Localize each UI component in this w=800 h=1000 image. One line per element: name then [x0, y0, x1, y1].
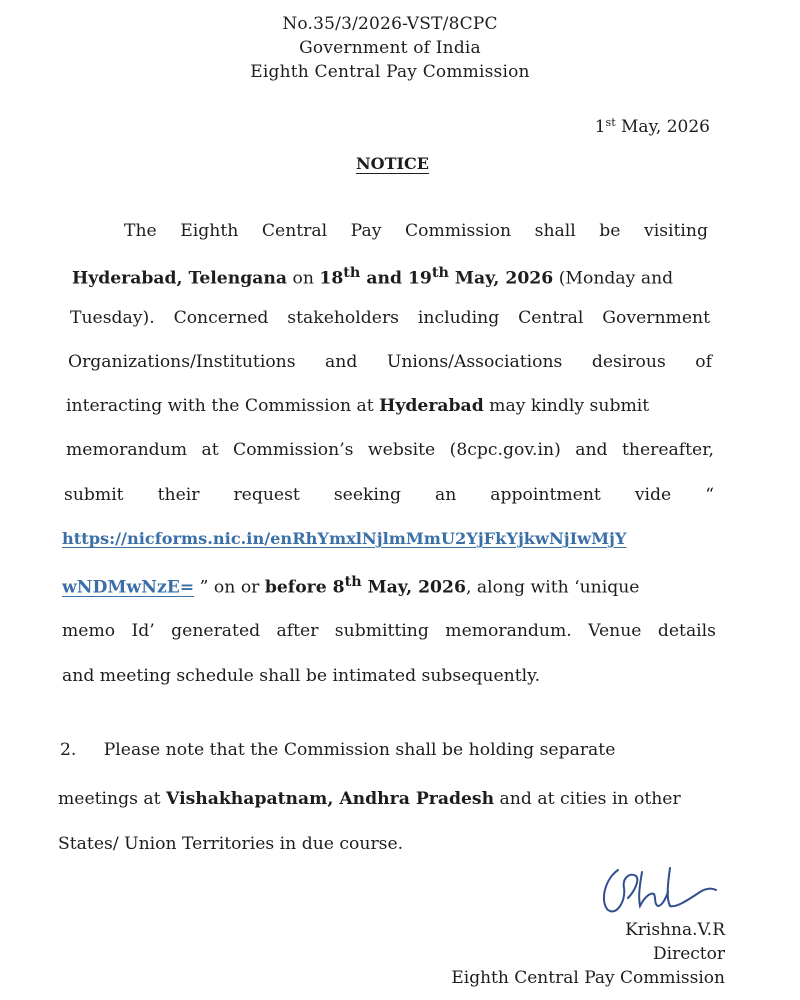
- para1-line5: interacting with the Commission at Hyderabad may kindly submit: [66, 396, 650, 416]
- signatory-office: Eighth Central Pay Commission: [451, 968, 725, 988]
- notice-title: NOTICE: [356, 154, 429, 173]
- para1-line2: Hyderabad, Telengana on 18th and 19th May, 2026 (Monday and: [72, 265, 674, 289]
- para1-line11: and meeting schedule shall be intimated subsequently.: [62, 666, 541, 686]
- signatory-name: Krishna.V.R: [625, 920, 725, 940]
- para1-line4: Organizations/Institutions and Unions/Associations desirous of: [68, 352, 712, 372]
- para2-line1: 2. Please note that the Commission shall be holding separate: [60, 740, 616, 760]
- para2-line2: meetings at Vishakhapatnam, Andhra Pradesh and at cities in other: [58, 789, 681, 809]
- para1-line9: wNDMwNzE= ” on or before 8th May, 2026, along with ‘unique: [62, 574, 640, 598]
- memorandum-link-part1[interactable]: https://nicforms.nic.in/enRhYmxlNjlmMmU2YjFkYjkwNjIwMjY: [62, 529, 627, 548]
- memorandum-link-part2[interactable]: wNDMwNzE=: [62, 577, 195, 598]
- para1-line6: memorandum at Commission’s website (8cpc.gov.in) and thereafter,: [66, 440, 714, 460]
- para1-line3: Tuesday). Concerned stakeholders including Central Government: [70, 308, 710, 328]
- commission-line: Eighth Central Pay Commission: [250, 62, 530, 82]
- para1-line1: The Eighth Central Pay Commission shall be visiting: [124, 221, 708, 241]
- para1-line7: submit their request seeking an appointment vide “: [64, 485, 714, 505]
- government-line: Government of India: [299, 38, 481, 58]
- notice-date: 1st May, 2026: [594, 116, 710, 137]
- signatory-designation: Director: [653, 944, 725, 964]
- para2-line3: States/ Union Territories in due course.: [58, 834, 404, 854]
- reference-number: No.35/3/2026-VST/8CPC: [282, 14, 498, 34]
- para1-line10: memo Id’ generated after submitting memorandum. Venue details: [62, 621, 716, 641]
- handwritten-signature: [596, 858, 726, 918]
